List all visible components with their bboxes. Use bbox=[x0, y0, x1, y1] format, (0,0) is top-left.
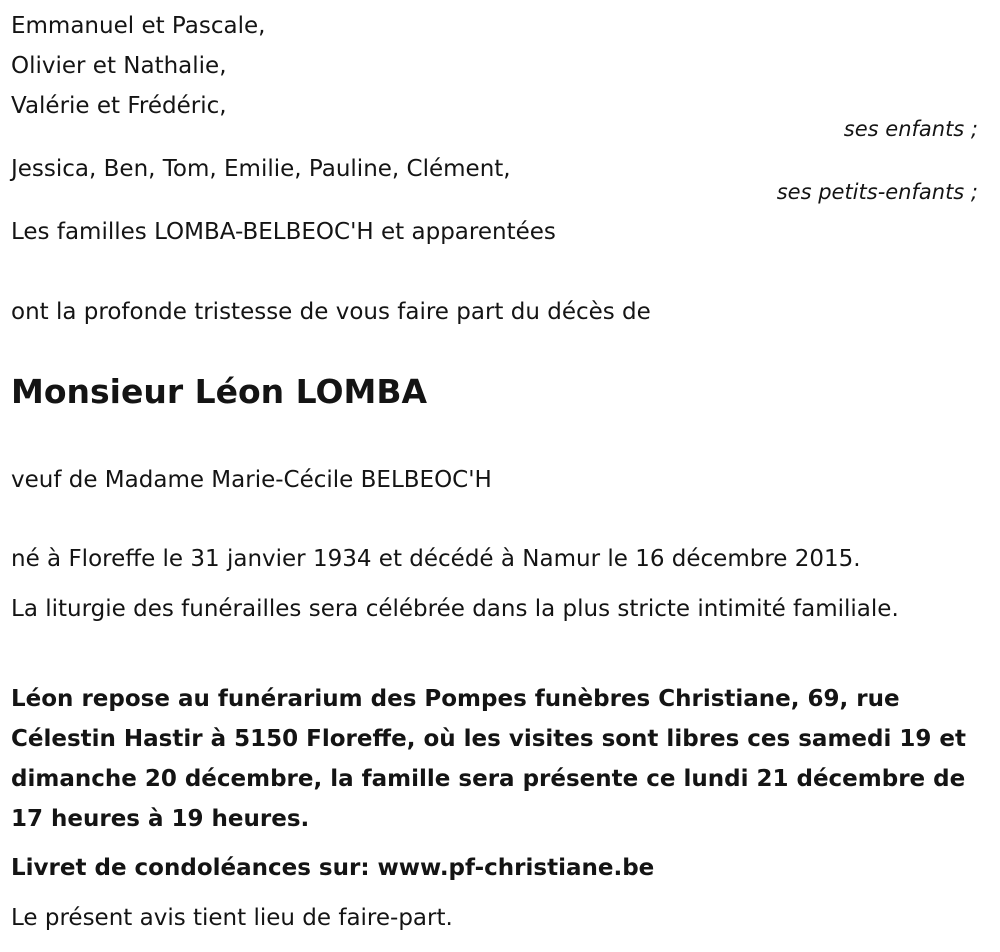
condolences-line: Livret de condoléances sur: www.pf-christiane.be bbox=[11, 855, 655, 881]
birth-death-line: né à Floreffe le 31 janvier 1934 et décédé à Namur le 16 décembre 2015. bbox=[11, 546, 861, 572]
visitation-paragraph: Léon repose au funérarium des Pompes funèbres Christiane, 69, rue Célestin Hastir à 5150 Floreffe, où les visites sont libres ces samedi 19 et dimanche 20 décembre, la famille sera présente ce lundi 21 décembre de 17 heures à 19 heures. bbox=[11, 686, 966, 832]
grandchildren-relation: ses petits-enfants ; bbox=[776, 180, 978, 204]
closing-line: Le présent avis tient lieu de faire-part. bbox=[11, 905, 453, 931]
child-couple-1: Emmanuel et Pascale, bbox=[11, 13, 266, 39]
widower-line: veuf de Madame Marie-Cécile BELBEOC'H bbox=[11, 467, 492, 493]
families-line: Les familles LOMBA-BELBEOC'H et apparentées bbox=[11, 219, 556, 245]
child-couple-2: Olivier et Nathalie, bbox=[11, 53, 227, 79]
deceased-name: Monsieur Léon LOMBA bbox=[11, 372, 428, 411]
grandchildren-names: Jessica, Ben, Tom, Emilie, Pauline, Clément, bbox=[11, 156, 511, 182]
liturgy-paragraph: La liturgie des funérailles sera célébrée dans la plus stricte intimité familiale. bbox=[11, 596, 899, 622]
children-relation: ses enfants ; bbox=[843, 117, 978, 141]
announcement-line: ont la profonde tristesse de vous faire part du décès de bbox=[11, 299, 651, 325]
child-couple-3: Valérie et Frédéric, bbox=[11, 93, 227, 119]
